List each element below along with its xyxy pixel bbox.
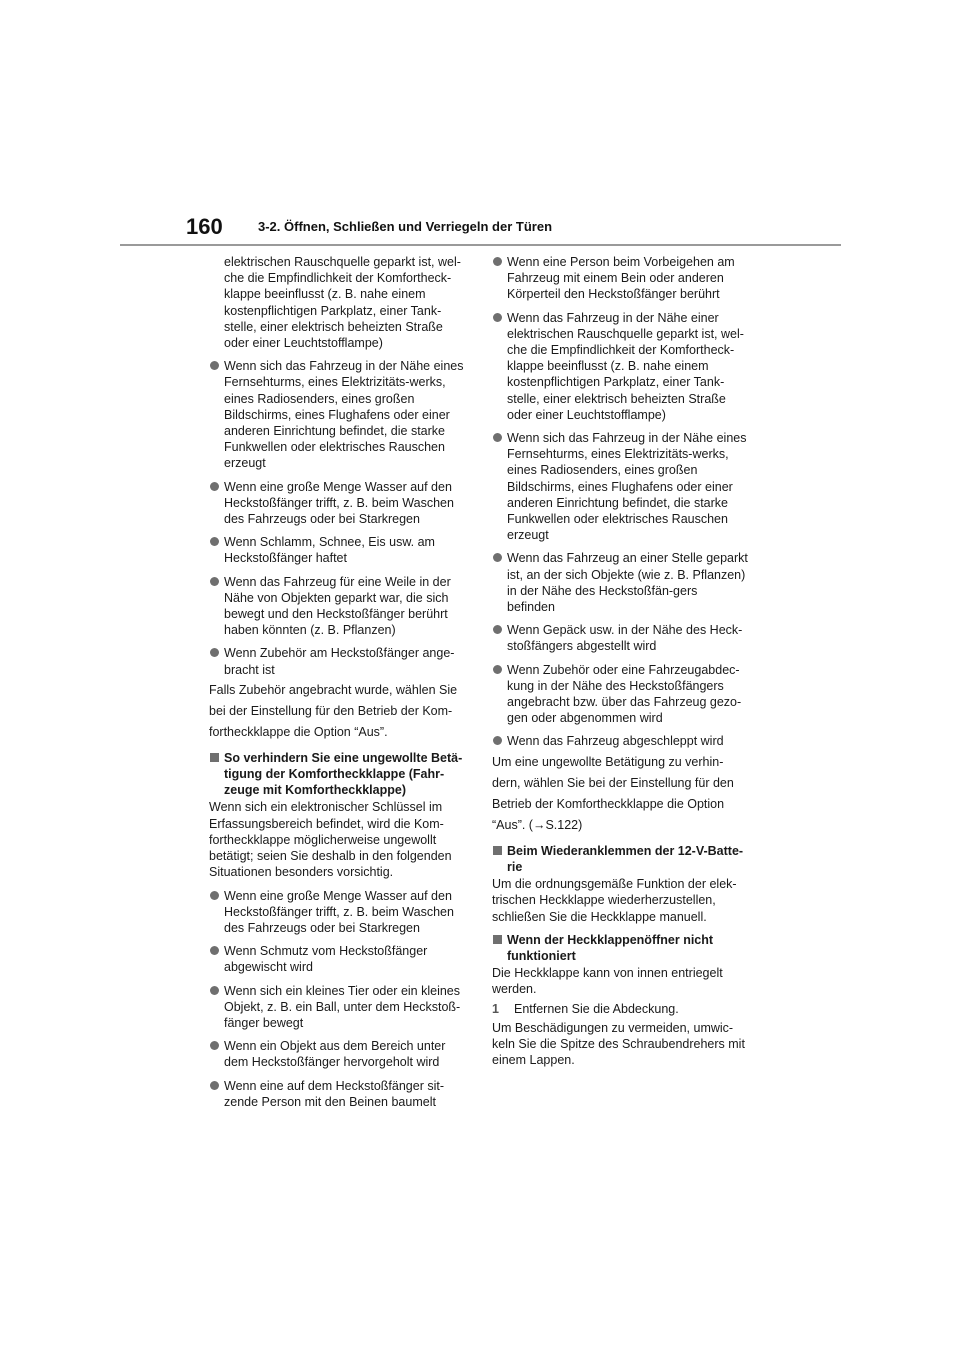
section-title: 3-2. Öffnen, Schließen und Verriegeln der Türen	[258, 219, 553, 234]
list-item	[209, 479, 465, 528]
step-note: Um Beschädigungen zu vermeiden, umwic-keln Sie die Spitze des Schraubendrehers mit einem Lappen.	[492, 1020, 745, 1068]
text-line: fortheckklappe die Option “Aus”.	[209, 724, 388, 739]
bullet-icon	[210, 891, 219, 900]
square-bullet-icon	[210, 753, 219, 762]
bullet-icon	[210, 1041, 219, 1050]
list-item	[492, 662, 748, 727]
header-divider	[120, 244, 841, 246]
section-heading-text: Beim Wiederanklemmen der 12-V-Batte-rie	[507, 843, 744, 874]
list-item-text: Wenn eine auf dem Heckstoßfänger sit-zende Person mit den Beinen baumelt	[224, 1078, 445, 1109]
bullet-icon	[210, 482, 219, 491]
bullet-icon	[210, 986, 219, 995]
list-item	[209, 574, 465, 639]
text-line: Betrieb der Komfortheckklappe die Option	[492, 796, 725, 811]
list-item-text: Wenn Zubehör am Heckstoßfänger ange-bracht ist	[224, 646, 455, 677]
list-item-text: Wenn das Fahrzeug an einer Stelle geparkt ist, an der sich Objekte (wie z. B. Pflanzen) in der Nähe des Heckstoßfän-gers befinden	[507, 551, 748, 615]
bullet-icon	[210, 537, 219, 546]
list-item-text: Wenn Zubehör oder eine Fahrzeugabdec-kung in der Nähe des Heckstoßfängers angebracht bzw. über das Fahrzeug gezo-gen oder abgenommen wird	[507, 662, 742, 726]
list-item-text: Wenn sich ein kleines Tier oder ein kleines Objekt, z. B. ein Ball, unter dem Heckstoß-fänger bewegt	[224, 983, 461, 1030]
bullet-icon	[493, 736, 502, 745]
page-number: 160	[186, 214, 223, 239]
list-item	[492, 622, 748, 654]
list-item-text: Wenn Schlamm, Schnee, Eis usw. am Heckstoßfänger haftet	[224, 535, 435, 566]
step-number: 1	[492, 1001, 499, 1016]
continued-text: elektrischen Rauschquelle geparkt ist, wel-che die Empfindlichkeit der Komfortheck-klappe beeinflusst (z. B. nahe einem kostenpflichtigen Parkplatz, einer Tank-stelle, einer elektrisch beheizten Straße oder einer Leuchtstofflampe)	[224, 255, 461, 351]
list-item-text: Wenn das Fahrzeug für eine Weile in der Nähe von Objekten geparkt war, die sich bewegt und den Heckstoßfänger berührt haben könnten (z. B. Pflanzen)	[224, 574, 451, 638]
list-item-text: Wenn das Fahrzeug in der Nähe einer elektrischen Rauschquelle geparkt ist, wel-che die Empfindlichkeit der Komfortheck-klappe beeinflusst (z. B. nahe einem kostenpflichtigen Parkplatz, einer Tank-stelle, einer elektrisch beheizten Straße oder einer Leuchtstofflampe)	[507, 310, 744, 422]
list-item-text: Wenn eine große Menge Wasser auf den Heckstoßfänger trifft, z. B. beim Waschen des Fahrzeugs oder bei Starkregen	[224, 888, 454, 935]
step-text: Entfernen Sie die Abdeckung.	[514, 1001, 679, 1016]
bullet-icon	[493, 257, 502, 266]
text-line: Um eine ungewollte Betätigung zu verhin-	[492, 754, 724, 769]
bullet-icon	[210, 946, 219, 955]
bullet-icon	[493, 433, 502, 442]
list-item	[209, 1038, 465, 1070]
list-item-text: Wenn eine Person beim Vorbeigehen am Fahrzeug mit einem Bein oder anderen Körperteil den Heckstoßfänger berührt	[507, 255, 735, 302]
list-item	[209, 1078, 465, 1110]
list-item-text: Wenn das Fahrzeug abgeschleppt wird	[507, 734, 724, 749]
list-item	[209, 645, 465, 677]
list-item-text: Wenn Gepäck usw. in der Nähe des Heck-stoßfängers abgestellt wird	[507, 623, 743, 654]
bullet-icon	[493, 625, 502, 634]
list-item	[209, 358, 465, 471]
text-line: dern, wählen Sie bei der Einstellung für den	[492, 775, 734, 790]
section-heading-text: So verhindern Sie eine ungewollte Betä-tigung der Komfortheckklappe (Fahr-zeuge mit Komfortheckklappe)	[224, 750, 463, 798]
square-bullet-icon	[493, 935, 502, 944]
bullet-icon	[493, 665, 502, 674]
bullet-icon	[210, 1081, 219, 1090]
paragraph: Die Heckklappe kann von innen entriegelt werden.	[492, 966, 723, 997]
paragraph: Um die ordnungsgemäße Funktion der elek-trischen Heckklappe wiederherzustellen, schließen Sie die Heckklappe manuell.	[492, 877, 737, 924]
list-item	[492, 550, 748, 615]
list-item	[209, 983, 465, 1032]
list-item-text: Wenn sich das Fahrzeug in der Nähe eines Fernsehturms, eines Elektrizitäts-werks, eines Radiosenders, eines großen Bildschirms, eines Flughafens oder einer anderen Einrichtung befindet, die starke Funkwellen oder elektrisches Rauschen erzeugt	[224, 359, 464, 471]
list-item	[209, 534, 465, 566]
paragraph: Wenn sich ein elektronischer Schlüssel im Erfassungsbereich befindet, wird die Kom-fortheckklappe möglicherweise ungewollt betätigt; seien Sie deshalb in den folgenden Situationen besonders vorsichtig.	[209, 800, 452, 880]
section-heading	[492, 843, 748, 875]
list-item	[492, 254, 748, 303]
section-heading	[209, 750, 465, 799]
right-column	[492, 254, 748, 1075]
bullet-icon	[210, 577, 219, 586]
step-item	[492, 1001, 748, 1017]
text-line: “Aus”. (→S.122)	[492, 817, 583, 832]
text-line: Falls Zubehör angebracht wurde, wählen Sie	[209, 682, 458, 697]
list-item-text: Wenn sich das Fahrzeug in der Nähe eines Fernsehturms, eines Elektrizitäts-werks, eines Radiosenders, eines großen Bildschirms, eines Flughafens oder einer anderen Einrichtung befindet, die starke Funkwellen oder elektrisches Rauschen erzeugt	[507, 431, 747, 543]
square-bullet-icon	[493, 846, 502, 855]
list-item	[492, 310, 748, 423]
list-item	[492, 733, 748, 749]
list-item-text: Wenn ein Objekt aus dem Bereich unter dem Heckstoßfänger hervorgeholt wird	[224, 1039, 446, 1070]
left-column	[209, 254, 465, 1117]
bullet-icon	[493, 313, 502, 322]
section-heading	[492, 932, 748, 964]
list-item-text: Wenn eine große Menge Wasser auf den Heckstoßfänger trifft, z. B. beim Waschen des Fahrzeugs oder bei Starkregen	[224, 479, 454, 527]
bullet-icon	[493, 553, 502, 562]
bullet-icon	[210, 648, 219, 657]
list-item-text: Wenn Schmutz vom Heckstoßfänger abgewischt wird	[224, 944, 428, 975]
bullet-icon	[210, 361, 219, 370]
section-heading-text: Wenn der Heckklappenöffner nicht funktioniert	[507, 932, 714, 963]
list-item	[209, 943, 465, 975]
text-line: bei der Einstellung für den Betrieb der Kom-	[209, 703, 453, 718]
list-item	[492, 430, 748, 543]
list-item	[209, 888, 465, 937]
